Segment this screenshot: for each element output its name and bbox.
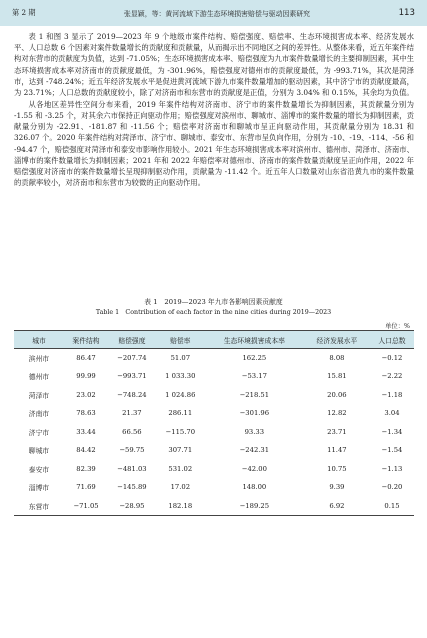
table-row xyxy=(14,478,414,497)
cell-value: −481.03 xyxy=(117,464,147,473)
cell-value: 20.06 xyxy=(327,390,347,399)
cell-value: −1.13 xyxy=(381,464,403,473)
table-caption-en: Table 1 Contribution of each factor in the nine cities during 2019—2023 xyxy=(95,309,332,316)
cell-value: 23.71 xyxy=(327,427,347,436)
cell-value: −189.25 xyxy=(205,497,304,516)
header-population: 人口总数 xyxy=(370,331,414,349)
cell-value: −748.24 xyxy=(117,390,147,399)
cell-value: 82.39 xyxy=(76,464,96,473)
paragraph-regional: 从各地区差异性空间分布来看，2019 年案件结构对济南市、济宁市的案件数量增长为抑制因素，其贡献量分别为 -1.55 和 -3.25 个，对其余六市保持正向驱动作用；赔偿强度对滨州市、聊城市、淄博市的案件数量的增长为抑制因素，贡献量分别为 -22.91、-181.87 和 -11.56 个；赔偿率对济南市和聊城市呈正向驱动作用，其贡献量分别为 18.31 和 326.07 个。2020 年案件结构对菏泽市、济宁市、聊城市、泰安市、东营市呈负向作用，分别为 -10、-19、-114、-56 和 -94.47 个，赔偿强度对菏泽市和泰安市影响作用较小。2021 年生态环境损害成本率对滨州市、德州市、菏泽市、济南市、淄博市的案件数量增长为抑制因素；2021 年和 2022 年赔偿率对德州市、济南市的案件数量贡献度呈正向作用，2022 年赔偿强度对济南市的案件数量增长呈现抑制驱动作用，贡献量为 -11.42 个。近五年人口数量对山东省沿黄九市的案件数量的贡献率较小，对济南市和东营市为较微的正向驱动作用。 xyxy=(14,99,414,188)
table-caption-cn: 表 1 2019—2023 年九市各影响因素贡献度 xyxy=(144,298,283,306)
cell-city: 济宁市 xyxy=(28,428,50,437)
header-damage-cost-rate: 生态环境损害成本率 xyxy=(205,331,304,349)
cell-value: 17.02 xyxy=(170,483,191,492)
cell-value: 23.02 xyxy=(76,390,96,399)
table-row xyxy=(14,367,414,386)
body-text xyxy=(14,31,414,188)
table-row xyxy=(14,441,414,460)
header-economic-level: 经济发展水平 xyxy=(304,331,370,349)
header-compensation-intensity: 赔偿强度 xyxy=(108,331,156,349)
cell-value: 86.47 xyxy=(76,354,96,362)
cell-value: −42.00 xyxy=(241,464,267,473)
contribution-table xyxy=(14,330,414,516)
table-row xyxy=(14,460,414,479)
cell-city: 东营市 xyxy=(14,497,64,516)
cell-city: 济南市 xyxy=(28,410,50,419)
cell-value: −28.95 xyxy=(108,497,156,516)
cell-value: −207.74 xyxy=(117,354,147,362)
cell-city: 泰安市 xyxy=(28,465,50,474)
cell-city: 聊城市 xyxy=(28,447,50,456)
cell-value: 15.81 xyxy=(327,372,347,381)
page-number: 113 xyxy=(398,8,415,18)
cell-value: 3.04 xyxy=(384,409,400,418)
cell-value: 99.99 xyxy=(76,372,96,381)
running-title: 张显颖，等：黄河流域下游生态环境损害赔偿与驱动因素研究 xyxy=(124,10,311,18)
cell-value: −2.22 xyxy=(381,372,403,381)
table-row xyxy=(14,404,414,423)
table-row xyxy=(14,497,414,516)
cell-value: 12.82 xyxy=(327,409,347,418)
cell-value: 10.75 xyxy=(327,464,347,473)
cell-value: −993.71 xyxy=(117,372,147,381)
table-row xyxy=(14,423,414,442)
issue-number: 第 2 期 xyxy=(12,8,36,17)
cell-city: 淄博市 xyxy=(28,484,50,493)
header-case-structure: 案件结构 xyxy=(64,331,108,349)
cell-value: 162.25 xyxy=(242,354,267,362)
cell-value: 78.63 xyxy=(76,409,96,418)
header-compensation-rate: 赔偿率 xyxy=(156,331,205,349)
cell-value: 0.15 xyxy=(370,497,414,516)
cell-value: 531.02 xyxy=(168,464,193,473)
cell-value: 8.08 xyxy=(329,354,345,362)
cell-value: 307.71 xyxy=(168,446,193,455)
cell-value: 1 024.86 xyxy=(165,390,196,399)
cell-value: 71.69 xyxy=(76,483,96,492)
cell-value: −0.20 xyxy=(381,483,403,492)
cell-value: 33.44 xyxy=(76,427,96,436)
cell-value: −53.17 xyxy=(241,372,267,381)
running-header xyxy=(0,0,427,26)
cell-value: −301.96 xyxy=(239,409,270,418)
cell-value: 51.07 xyxy=(170,354,191,362)
cell-city: 滨州市 xyxy=(28,355,50,363)
cell-value: −59.75 xyxy=(119,446,145,455)
cell-value: 21.37 xyxy=(122,409,142,418)
paragraph-overall: 表 1 和图 3 显示了 2019—2023 年 9 个地级市案件结构、赔偿强度、赔偿率、生态环境损害成本率、经济发展水平、人口总数 6 个因素对案件数量增长的贡献度和贡献量，从而揭示出不同地区之间的差异性。从整体来看，近五年案件结构对东营市的贡献度为负值，达到 -71.05%；生态环境损害成本率、赔偿强度为九市案件数量增长的主要抑制因素，其中生态环境损害成本率对济南市的贡献度最低，为 -301.96%，赔偿强度对德州市的贡献度最低，为 -993.71%，其次是菏泽市，达到 -748.24%；近五年经济发展水平是促进黄河流域下游九市案件数量增加的驱动因素，其中济宁市的贡献度最高，为 23.71%；人口总数的贡献度较小，除了对济南市和东营市的贡献度是正值，分别为 3.04% 和 0.15%，其余均为负值。 xyxy=(14,32,415,98)
cell-value: 182.18 xyxy=(156,497,205,516)
cell-value: −71.05 xyxy=(64,497,108,516)
table-row xyxy=(14,349,414,368)
cell-value: 9.39 xyxy=(329,483,345,492)
cell-value: 148.00 xyxy=(242,483,267,492)
cell-value: −1.34 xyxy=(381,427,403,436)
table-header-row xyxy=(14,331,414,349)
cell-value: −1.54 xyxy=(381,446,403,455)
table-unit: 单位：% xyxy=(385,323,410,330)
cell-value: 93.33 xyxy=(244,427,265,436)
cell-value: −242.31 xyxy=(239,446,270,455)
cell-value: −0.12 xyxy=(381,354,403,362)
table-row xyxy=(14,386,414,405)
cell-city: 菏泽市 xyxy=(28,391,50,400)
cell-value: −145.89 xyxy=(117,483,147,492)
cell-value: 84.42 xyxy=(76,446,96,455)
cell-value: 11.47 xyxy=(327,446,347,455)
cell-value: 286.11 xyxy=(168,409,193,418)
cell-value: −218.51 xyxy=(239,390,270,399)
cell-value: 6.92 xyxy=(304,497,370,516)
cell-city: 德州市 xyxy=(28,373,50,382)
header-city: 城市 xyxy=(14,331,64,349)
cell-value: 66.56 xyxy=(122,427,142,436)
cell-value: −115.70 xyxy=(165,427,196,436)
cell-value: −1.18 xyxy=(381,390,403,399)
cell-value: 1 033.30 xyxy=(165,372,196,381)
